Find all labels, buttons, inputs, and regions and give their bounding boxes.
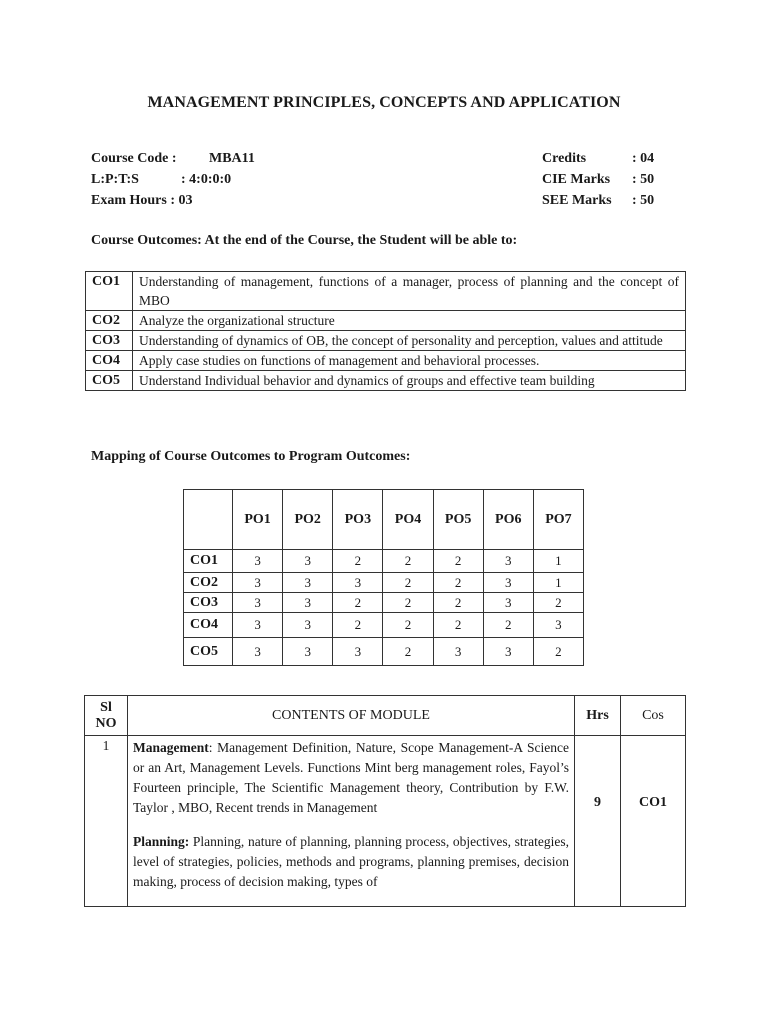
table-row: [184, 593, 584, 613]
table-row: [86, 311, 686, 331]
table-cell: 3: [233, 638, 283, 666]
module-number: 1: [85, 736, 128, 907]
outcome-code: CO4: [86, 351, 133, 371]
row-header: CO1: [184, 550, 233, 573]
outcome-text: Understanding of management, functions of a manager, process of planning and the concept of MBO: [133, 272, 686, 311]
outcome-code: CO2: [86, 311, 133, 331]
row-header: CO4: [184, 613, 233, 638]
table-row: [184, 573, 584, 593]
credits-value: : 04: [632, 151, 655, 166]
table-cell: 3: [333, 573, 383, 593]
table-row: [184, 550, 584, 573]
course-code-label: Course Code :: [91, 151, 177, 166]
outcome-code: CO3: [86, 331, 133, 351]
table-cell: 2: [333, 593, 383, 613]
cos-header: Cos: [621, 696, 686, 736]
course-outcomes-table: [85, 271, 686, 391]
cie-marks-row: [542, 172, 654, 188]
credits-row: [542, 151, 654, 167]
table-cell: 3: [283, 573, 333, 593]
lpts-label: L:P:T:S: [91, 172, 139, 187]
module-contents-table: [84, 695, 686, 907]
row-header: CO3: [184, 593, 233, 613]
table-row: [86, 331, 686, 351]
see-marks-value: : 50: [632, 193, 655, 208]
table-cell: 3: [433, 638, 483, 666]
outcome-code: CO1: [86, 272, 133, 311]
table-cell: 2: [433, 613, 483, 638]
table-row: [85, 736, 686, 907]
table-row: [184, 638, 584, 666]
management-paragraph: [133, 738, 569, 818]
column-header: PO7: [533, 490, 583, 550]
table-cell: 3: [483, 638, 533, 666]
sl-header-line2: NO: [95, 715, 117, 731]
table-cell: 2: [533, 593, 583, 613]
table-cell: 2: [383, 613, 433, 638]
course-outcomes-heading: Course Outcomes: At the end of the Course, the Student will be able to:: [91, 233, 518, 248]
table-cell: 3: [333, 638, 383, 666]
table-header-row: [85, 696, 686, 736]
table-cell: 2: [433, 593, 483, 613]
table-row: [184, 613, 584, 638]
table-cell: 3: [233, 550, 283, 573]
planning-text: Planning, nature of planning, planning process, objectives, strategies, level of strategies, policies, methods and programs, planning premises, decision making, process of decision making, types of: [133, 834, 569, 889]
table-cell: 2: [483, 613, 533, 638]
table-cell: 2: [383, 573, 433, 593]
column-header: PO5: [433, 490, 483, 550]
table-cell: 2: [383, 550, 433, 573]
mapping-heading: Mapping of Course Outcomes to Program Outcomes:: [91, 449, 411, 464]
table-cell: 3: [283, 638, 333, 666]
management-text: : Management Definition, Nature, Scope Management-A Science or an Art, Management Levels. Functions Mint berg management roles, Fayol’s Fourteen principle, The Scientific Management theory, Contribution by F.W. Taylor , MBO, Recent trends in Management: [133, 740, 569, 815]
column-header: PO1: [233, 490, 283, 550]
table-row: [86, 351, 686, 371]
table-cell: 2: [333, 550, 383, 573]
table-cell: 2: [533, 638, 583, 666]
column-header: PO3: [333, 490, 383, 550]
column-header: PO6: [483, 490, 533, 550]
sl-header-line1: Sl: [100, 699, 112, 715]
table-cell: 3: [283, 593, 333, 613]
table-cell: 3: [483, 593, 533, 613]
hrs-header: Hrs: [575, 696, 621, 736]
row-header: CO5: [184, 638, 233, 666]
outcome-text: Apply case studies on functions of management and behavioral processes.: [133, 351, 686, 371]
table-cell: 2: [383, 593, 433, 613]
see-marks-label: SEE Marks: [542, 193, 612, 208]
table-row: [86, 371, 686, 391]
outcome-text: Analyze the organizational structure: [133, 311, 686, 331]
see-marks-row: [542, 193, 654, 209]
outcome-code: CO5: [86, 371, 133, 391]
page-title: MANAGEMENT PRINCIPLES, CONCEPTS AND APPLICATION: [147, 94, 621, 111]
row-header: CO2: [184, 573, 233, 593]
lpts-value: : 4:0:0:0: [181, 172, 232, 187]
outcome-text: Understand Individual behavior and dynamics of groups and effective team building: [133, 371, 686, 391]
table-cell: 3: [533, 613, 583, 638]
table-cell: 2: [383, 638, 433, 666]
lpts-row: [91, 172, 231, 188]
co-po-mapping-table: [183, 489, 584, 666]
column-header: PO2: [283, 490, 333, 550]
module-content: [128, 736, 575, 907]
module-hours: 9: [575, 736, 621, 907]
planning-topic: Planning:: [133, 834, 190, 849]
table-header-row: [184, 490, 584, 550]
management-topic: Management: [133, 740, 209, 755]
credits-label: Credits: [542, 151, 587, 166]
exam-hours-row: [91, 193, 193, 209]
table-cell: 3: [483, 550, 533, 573]
exam-hours-label: Exam Hours : 03: [91, 193, 193, 208]
table-row: [86, 272, 686, 311]
table-cell: 3: [233, 573, 283, 593]
table-cell: 1: [533, 550, 583, 573]
outcome-text: Understanding of dynamics of OB, the concept of personality and perception, values and attitude: [133, 331, 686, 351]
course-code-value: MBA11: [209, 151, 255, 166]
course-code-row: [91, 151, 255, 167]
table-cell: 3: [283, 613, 333, 638]
table-cell: 2: [433, 550, 483, 573]
corner-cell: [184, 490, 233, 550]
contents-header: CONTENTS OF MODULE: [128, 696, 575, 736]
planning-paragraph: [133, 832, 569, 892]
table-cell: 3: [483, 573, 533, 593]
table-cell: 1: [533, 573, 583, 593]
cie-marks-label: CIE Marks: [542, 172, 611, 187]
table-cell: 3: [233, 593, 283, 613]
module-cos: CO1: [621, 736, 686, 907]
table-cell: 3: [233, 613, 283, 638]
sl-no-header: [85, 696, 128, 736]
cie-marks-value: : 50: [632, 172, 655, 187]
table-cell: 3: [283, 550, 333, 573]
table-cell: 2: [333, 613, 383, 638]
column-header: PO4: [383, 490, 433, 550]
table-cell: 2: [433, 573, 483, 593]
